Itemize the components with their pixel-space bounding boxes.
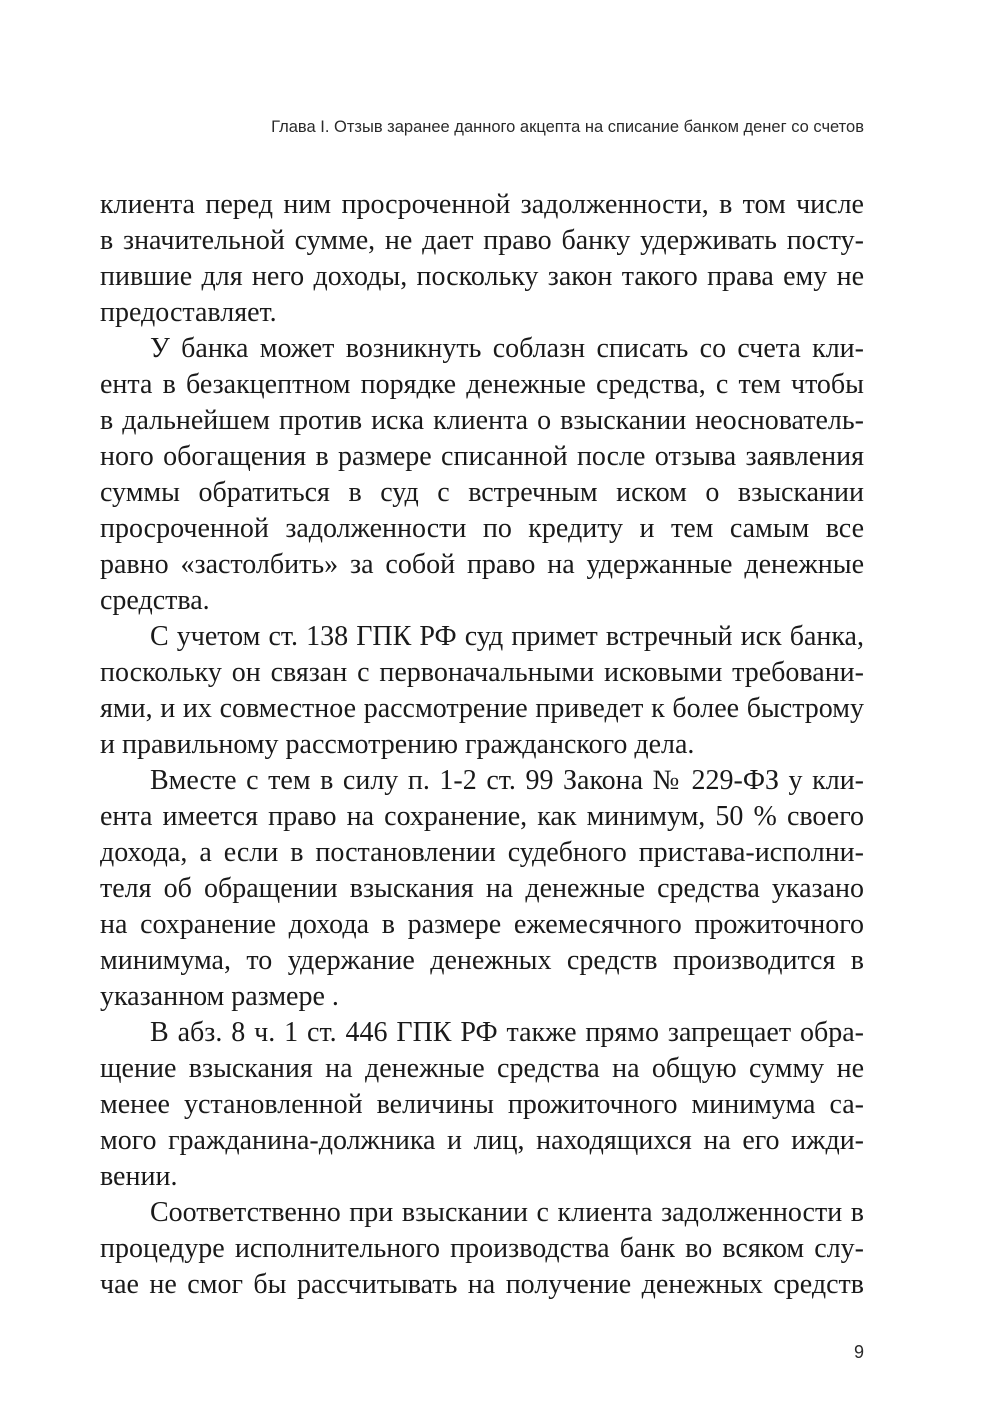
text-line: просроченной задолженности по кредиту и тем самым все <box>100 513 864 544</box>
text-line: пившие для него доходы, поскольку закон такого права ему не <box>100 261 864 292</box>
text-line: поскольку он связан с первоначальными исковыми требовани- <box>100 657 864 688</box>
text-line: мого гражданина-должника и лиц, находящихся на его ижди- <box>100 1125 864 1156</box>
paragraph-3 <box>100 619 864 763</box>
text-line: процедуре исполнительного производства банк во всяком слу- <box>100 1233 864 1264</box>
text-line: У банка может возникнуть соблазн списать со счета кли- <box>150 333 864 364</box>
paragraph-5 <box>100 1015 864 1195</box>
text-line: ента в безакцептном порядке денежные средства, с тем чтобы <box>100 369 864 400</box>
text-line: ента имеется право на сохранение, как минимум, 50 % своего <box>100 801 864 832</box>
paragraph-2 <box>100 331 864 619</box>
paragraph-4 <box>100 763 864 1015</box>
text-line: ями, и их совместное рассмотрение приведет к более быстрому <box>100 693 864 724</box>
text-line: клиента перед ним просроченной задолженности, в том числе <box>100 189 864 220</box>
text-line: в значительной сумме, не дает право банку удерживать посту- <box>100 225 864 256</box>
paragraph-6 <box>100 1195 864 1303</box>
text-line: теля об обращении взыскания на денежные средства указано <box>100 873 864 904</box>
text-line: чае не смог бы рассчитывать на получение денежных средств <box>100 1269 864 1300</box>
text-line: минимума, то удержание денежных средств производится в <box>100 945 864 976</box>
text-line: С учетом ст. 138 ГПК РФ суд примет встречный иск банка, <box>150 621 864 652</box>
text-line: Вместе с тем в силу п. 1-2 ст. 99 Закона № 229-ФЗ у кли- <box>150 765 864 796</box>
text-line: предоставляет. <box>100 297 277 328</box>
text-line: равно «застолбить» за собой право на удержанные денежные <box>100 549 864 580</box>
text-line: вении. <box>100 1161 178 1192</box>
text-line: В абз. 8 ч. 1 ст. 446 ГПК РФ также прямо запрещает обра- <box>150 1017 864 1048</box>
paragraph-1 <box>100 187 864 331</box>
running-header: Глава I. Отзыв заранее данного акцепта на списание банком денег со счетов <box>271 118 864 136</box>
text-line: указанном размере . <box>100 981 339 1012</box>
body-text <box>100 187 864 1303</box>
text-line: на сохранение дохода в размере ежемесячного прожиточного <box>100 909 864 940</box>
text-line: ного обогащения в размере списанной после отзыва заявления <box>100 441 864 472</box>
text-line: дохода, а если в постановлении судебного пристава-исполни- <box>100 837 864 868</box>
page-number: 9 <box>853 1342 864 1362</box>
text-line: Соответственно при взыскании с клиента задолженности в <box>150 1197 864 1228</box>
text-line: в дальнейшем против иска клиента о взыскании неоснователь- <box>100 405 864 436</box>
text-line: средства. <box>100 585 210 616</box>
text-line: щение взыскания на денежные средства на общую сумму не <box>100 1053 864 1084</box>
text-line: суммы обратиться в суд с встречным иском о взыскании <box>100 477 864 508</box>
text-line: и правильному рассмотрению гражданского дела. <box>100 729 695 760</box>
text-line: менее установленной величины прожиточного минимума са- <box>100 1089 864 1120</box>
